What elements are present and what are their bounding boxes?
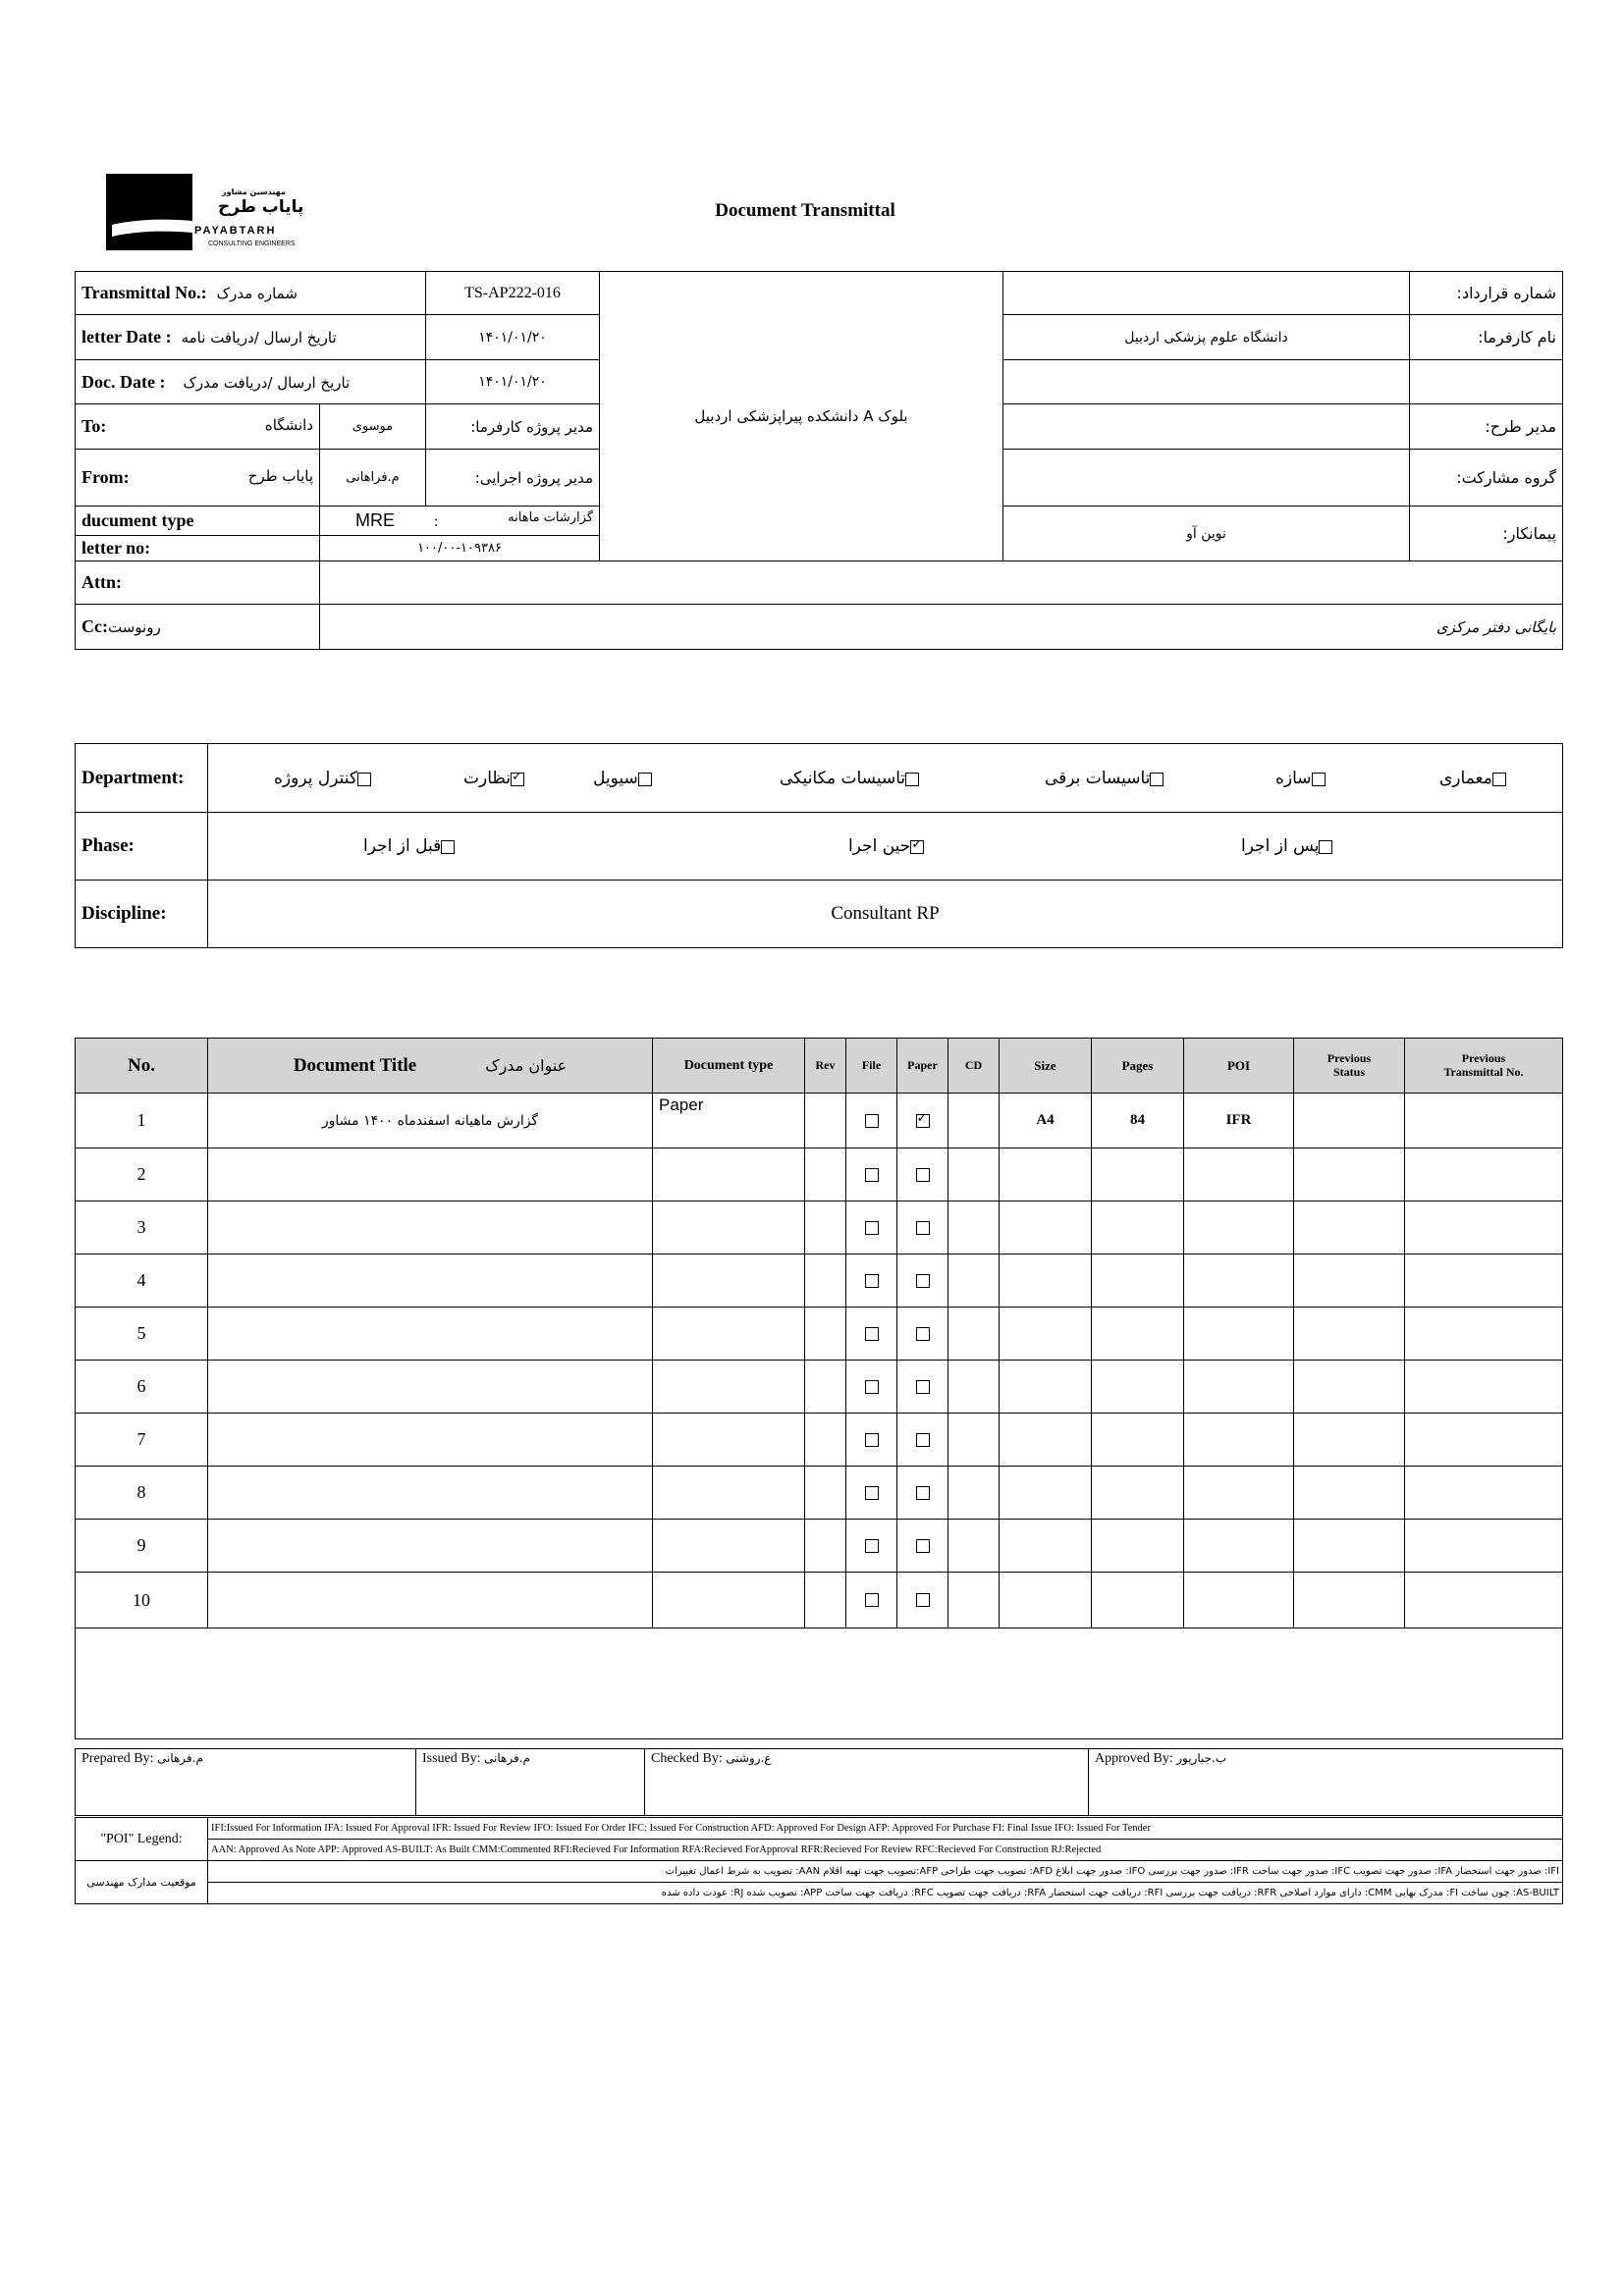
row-pages	[1092, 1308, 1184, 1361]
row-pages	[1092, 1467, 1184, 1520]
discipline-value: Consultant RP	[208, 881, 1563, 948]
row-no: 3	[76, 1201, 208, 1255]
logo-fa-name: پایاب طرح	[218, 197, 304, 217]
row-paper-cell	[897, 1094, 948, 1148]
logo-fa-top: مهندسین مشاور	[222, 187, 286, 196]
row-rev	[805, 1573, 846, 1629]
row-file-cell	[846, 1361, 897, 1414]
row-rev	[805, 1308, 846, 1361]
doc-type-value: MRE	[355, 510, 395, 530]
company-logo	[106, 174, 312, 254]
row-title	[208, 1201, 653, 1255]
dept-supervision-checkbox[interactable]	[511, 773, 524, 786]
row-rev	[805, 1148, 846, 1201]
col-rev: Rev	[805, 1039, 846, 1094]
row-cd	[948, 1094, 1000, 1148]
legend-table	[75, 1817, 1563, 1904]
row-prev-transmittal	[1405, 1573, 1563, 1629]
from-cell	[76, 450, 320, 507]
phase-options	[208, 813, 1563, 881]
dept-mechanical-checkbox[interactable]	[905, 773, 919, 786]
phase-during-checkbox[interactable]	[910, 840, 924, 854]
col-prev-status: Previous Status	[1294, 1039, 1405, 1094]
row-size	[1000, 1361, 1092, 1414]
row-title	[208, 1361, 653, 1414]
page-title: Document Transmittal	[715, 200, 895, 221]
row-pages	[1092, 1361, 1184, 1414]
row-paper-cell	[897, 1308, 948, 1361]
row-paper-cell	[897, 1520, 948, 1573]
row-file-checkbox[interactable]	[865, 1114, 879, 1128]
dept-mechanical[interactable]: تاسیسات مکانیکی	[768, 769, 919, 788]
dept-structure[interactable]: سازه	[1264, 769, 1326, 788]
row-prev-transmittal	[1405, 1201, 1563, 1255]
row-title	[208, 1520, 653, 1573]
row-doc-type	[653, 1255, 805, 1308]
table-row	[76, 1573, 1563, 1629]
row-cd	[948, 1361, 1000, 1414]
row-no: 1	[76, 1094, 208, 1148]
row-size	[1000, 1255, 1092, 1308]
table-row	[76, 1148, 1563, 1201]
row-prev-status	[1294, 1414, 1405, 1467]
row-file-checkbox[interactable]	[865, 1327, 879, 1341]
row-prev-transmittal	[1405, 1094, 1563, 1148]
row-file-checkbox[interactable]	[865, 1593, 879, 1607]
row-prev-status	[1294, 1467, 1405, 1520]
phase-after-checkbox[interactable]	[1319, 840, 1332, 854]
dept-structure-checkbox[interactable]	[1312, 773, 1326, 786]
row-paper-checkbox[interactable]	[916, 1274, 930, 1288]
dept-architecture-checkbox[interactable]	[1492, 773, 1506, 786]
row-no: 10	[76, 1573, 208, 1629]
row-paper-checkbox[interactable]	[916, 1114, 930, 1128]
row-cd	[948, 1573, 1000, 1629]
phase-before-checkbox[interactable]	[441, 840, 455, 854]
row-doc-type	[653, 1148, 805, 1201]
table-row	[76, 1308, 1563, 1361]
row-prev-status	[1294, 1308, 1405, 1361]
letter-no-value: ۱۰۰/۰۰-۱۰۹۳۸۶	[320, 536, 600, 561]
contractor-value: نوین آو	[1003, 507, 1410, 561]
approved-by: Approved By: ب.جبارپور	[1089, 1749, 1563, 1816]
doc-type-desc: گزارشات ماهانه	[508, 510, 594, 525]
remarks-area	[76, 1629, 1563, 1739]
row-size	[1000, 1414, 1092, 1467]
row-poi	[1184, 1201, 1294, 1255]
row-paper-checkbox[interactable]	[916, 1327, 930, 1341]
row-no: 4	[76, 1255, 208, 1308]
row-cd	[948, 1520, 1000, 1573]
row-size	[1000, 1467, 1092, 1520]
from-label: From:	[81, 467, 130, 487]
row-rev	[805, 1094, 846, 1148]
header-table	[75, 271, 1563, 650]
cc-label: Cc:رونوست	[76, 605, 320, 650]
to-label: To:	[81, 416, 107, 436]
row-cd	[948, 1148, 1000, 1201]
row-pages	[1092, 1148, 1184, 1201]
doc-date-value: ۱۴۰۱/۰۱/۲۰	[426, 360, 600, 404]
prepared-by: Prepared By: م.فرهانی	[76, 1749, 416, 1816]
row-file-cell	[846, 1520, 897, 1573]
phase-during[interactable]: حین اجرا✓	[837, 836, 924, 856]
row-rev	[805, 1467, 846, 1520]
row-file-cell	[846, 1201, 897, 1255]
row-size	[1000, 1308, 1092, 1361]
doc-date-label: Doc. Date : تاریخ ارسال /دریافت مدرک	[76, 360, 426, 404]
table-row	[76, 1414, 1563, 1467]
doc-type-label: ducument type	[76, 507, 320, 536]
row-no: 5	[76, 1308, 208, 1361]
col-file: File	[846, 1039, 897, 1094]
row-title	[208, 1308, 653, 1361]
from-role: مدیر پروژه اجرایی:	[426, 450, 600, 507]
row-poi	[1184, 1361, 1294, 1414]
employer-label: نام کارفرما:	[1410, 315, 1563, 360]
row-paper-cell	[897, 1414, 948, 1467]
row-prev-transmittal	[1405, 1308, 1563, 1361]
row-pages	[1092, 1520, 1184, 1573]
row-file-checkbox[interactable]	[865, 1274, 879, 1288]
table-row	[76, 1201, 1563, 1255]
legend-line-1: IFI:Issued For Information IFA: Issued For Approval IFR: Issued For Review IFO: Issued For Order IFC: Issued For Construction AFD: Approved For Design AFP: Approved For Purchase FI: Final Issue IFO: Issued For Tender	[208, 1818, 1563, 1840]
row-file-cell	[846, 1148, 897, 1201]
signatures-table	[75, 1748, 1563, 1816]
row-file-checkbox[interactable]	[865, 1380, 879, 1394]
row-prev-status	[1294, 1255, 1405, 1308]
row-cd	[948, 1201, 1000, 1255]
row-file-cell	[846, 1094, 897, 1148]
design-manager-label: مدیر طرح:	[1410, 404, 1563, 450]
row-size	[1000, 1148, 1092, 1201]
row-file-checkbox[interactable]	[865, 1221, 879, 1235]
row-size	[1000, 1520, 1092, 1573]
from-person: م.فراهانی	[320, 450, 426, 507]
row-paper-checkbox[interactable]	[916, 1433, 930, 1447]
transmittal-no-label: Transmittal No.: شماره مدرک	[76, 272, 426, 315]
cc-value: بایگانی دفتر مرکزی	[320, 605, 1563, 650]
row-title	[208, 1148, 653, 1201]
design-manager-value	[1003, 404, 1410, 450]
phase-after[interactable]: پس از اجرا	[1229, 836, 1332, 856]
row-paper-cell	[897, 1201, 948, 1255]
row-prev-status	[1294, 1148, 1405, 1201]
row-file-checkbox[interactable]	[865, 1168, 879, 1182]
row-title: گزارش ماهیانه اسفندماه ۱۴۰۰ مشاور	[208, 1094, 653, 1148]
col-pages: Pages	[1092, 1039, 1184, 1094]
col-poi: POI	[1184, 1039, 1294, 1094]
blank-label-cell	[1410, 360, 1563, 404]
classification-table	[75, 743, 1563, 948]
blank-cell	[1003, 360, 1410, 404]
poi-legend-label: "POI" Legend:	[76, 1818, 208, 1861]
row-cd	[948, 1308, 1000, 1361]
to-cell	[76, 404, 320, 450]
row-poi	[1184, 1255, 1294, 1308]
issued-by: Issued By: م.فرهانی	[416, 1749, 645, 1816]
doc-type-cell	[320, 507, 600, 536]
row-prev-status	[1294, 1520, 1405, 1573]
row-prev-transmittal	[1405, 1148, 1563, 1201]
row-title	[208, 1573, 653, 1629]
row-poi	[1184, 1148, 1294, 1201]
attn-label: Attn:	[76, 561, 320, 605]
row-paper-checkbox[interactable]	[916, 1539, 930, 1553]
row-cd	[948, 1467, 1000, 1520]
row-rev	[805, 1255, 846, 1308]
dept-electrical[interactable]: تاسیسات برقی	[1033, 769, 1164, 788]
contract-no-value	[1003, 272, 1410, 315]
row-prev-status	[1294, 1361, 1405, 1414]
dept-civil[interactable]: سیویل	[581, 769, 652, 788]
row-no: 8	[76, 1467, 208, 1520]
row-paper-checkbox[interactable]	[916, 1593, 930, 1607]
row-title	[208, 1467, 653, 1520]
to-person: موسوی	[320, 404, 426, 450]
row-paper-checkbox[interactable]	[916, 1380, 930, 1394]
row-title	[208, 1255, 653, 1308]
table-row	[76, 1520, 1563, 1573]
row-pages	[1092, 1201, 1184, 1255]
col-prev-transmittal: Previous Transmittal No.	[1405, 1039, 1563, 1094]
row-prev-transmittal	[1405, 1467, 1563, 1520]
row-size	[1000, 1201, 1092, 1255]
row-prev-transmittal	[1405, 1414, 1563, 1467]
col-doc-type: Document type	[653, 1039, 805, 1094]
row-no: 9	[76, 1520, 208, 1573]
letter-date-value: ۱۴۰۱/۰۱/۲۰	[426, 315, 600, 360]
row-poi: IFR	[1184, 1094, 1294, 1148]
doc-type-colon: :	[434, 513, 439, 530]
row-no: 6	[76, 1361, 208, 1414]
row-paper-checkbox[interactable]	[916, 1221, 930, 1235]
row-no: 2	[76, 1148, 208, 1201]
partnership-value	[1003, 450, 1410, 507]
status-legend-label: موقعیت مدارک مهندسی	[76, 1861, 208, 1904]
dept-architecture[interactable]: معماری	[1428, 769, 1506, 788]
dept-supervision[interactable]: نظارت✓	[452, 769, 524, 788]
row-rev	[805, 1361, 846, 1414]
dept-civil-checkbox[interactable]	[638, 773, 652, 786]
row-file-checkbox[interactable]	[865, 1433, 879, 1447]
table-row	[76, 1094, 1563, 1148]
row-rev	[805, 1414, 846, 1467]
row-prev-transmittal	[1405, 1520, 1563, 1573]
col-size: Size	[1000, 1039, 1092, 1094]
row-file-cell	[846, 1414, 897, 1467]
row-doc-type	[653, 1414, 805, 1467]
dept-project-control-checkbox[interactable]	[357, 773, 371, 786]
discipline-label: Discipline:	[76, 881, 208, 948]
logo-en-name: PAYABTARH	[194, 225, 277, 237]
table-row	[76, 1361, 1563, 1414]
attn-value	[320, 561, 1563, 605]
row-doc-type	[653, 1201, 805, 1255]
table-row	[76, 1255, 1563, 1308]
row-prev-status	[1294, 1094, 1405, 1148]
row-file-cell	[846, 1573, 897, 1629]
row-rev	[805, 1520, 846, 1573]
row-prev-status	[1294, 1201, 1405, 1255]
row-prev-status	[1294, 1573, 1405, 1629]
row-paper-checkbox[interactable]	[916, 1486, 930, 1500]
row-pages: 84	[1092, 1094, 1184, 1148]
col-title: Document Title عنوان مدرک	[208, 1039, 653, 1094]
row-pages	[1092, 1573, 1184, 1629]
transmittal-no-value: TS-AP222-016	[426, 272, 600, 315]
row-file-cell	[846, 1467, 897, 1520]
row-cd	[948, 1414, 1000, 1467]
phase-label: Phase:	[76, 813, 208, 881]
row-doc-type	[653, 1361, 805, 1414]
row-paper-cell	[897, 1361, 948, 1414]
legend-line-4: AS-BUILT: چون ساخت FI: مدرک نهایی CMM: دارای موارد اصلاحی RFR: دریافت جهت بررسی RFI: دریافت جهت استحضار RFA: دریافت جهت تصویب RFC: دریافت جهت ساخت APP: تصویب شده RJ: عودت داده شده	[208, 1883, 1563, 1904]
row-prev-transmittal	[1405, 1361, 1563, 1414]
row-paper-cell	[897, 1148, 948, 1201]
row-poi	[1184, 1308, 1294, 1361]
row-prev-transmittal	[1405, 1255, 1563, 1308]
row-rev	[805, 1201, 846, 1255]
row-poi	[1184, 1520, 1294, 1573]
row-pages	[1092, 1255, 1184, 1308]
row-poi	[1184, 1414, 1294, 1467]
row-file-checkbox[interactable]	[865, 1486, 879, 1500]
letter-no-label: letter no:	[76, 536, 320, 561]
row-doc-type: Paper	[653, 1094, 805, 1148]
row-poi	[1184, 1467, 1294, 1520]
table-row	[76, 1467, 1563, 1520]
partnership-label: گروه مشارکت:	[1410, 450, 1563, 507]
col-paper: Paper	[897, 1039, 948, 1094]
letter-date-label: letter Date : تاریخ ارسال /دریافت نامه	[76, 315, 426, 360]
contractor-label: پیمانکار:	[1410, 507, 1563, 561]
row-paper-cell	[897, 1573, 948, 1629]
col-cd: CD	[948, 1039, 1000, 1094]
phase-before[interactable]: قبل از اجرا	[352, 836, 455, 856]
project-name: بلوک A دانشکده پیراپزشکی اردبیل	[600, 272, 1003, 561]
department-label: Department:	[76, 744, 208, 813]
row-doc-type	[653, 1520, 805, 1573]
dept-electrical-checkbox[interactable]	[1150, 773, 1164, 786]
row-title	[208, 1414, 653, 1467]
row-file-cell	[846, 1255, 897, 1308]
col-no: No.	[76, 1039, 208, 1094]
row-file-cell	[846, 1308, 897, 1361]
row-paper-cell	[897, 1467, 948, 1520]
contract-no-label: شماره قرارداد:	[1410, 272, 1563, 315]
row-size	[1000, 1573, 1092, 1629]
row-doc-type	[653, 1308, 805, 1361]
employer-value: دانشگاه علوم پزشکی اردبیل	[1003, 315, 1410, 360]
to-value: دانشگاه	[264, 416, 313, 434]
checked-by: Checked By: ع.روشنی	[645, 1749, 1089, 1816]
logo-mark-icon	[106, 174, 192, 250]
to-role: مدیر پروژه کارفرما:	[426, 404, 600, 450]
legend-line-3: IFI: صدور جهت استحضار IFA: صدور جهت تصویب IFC: صدور جهت ساخت IFR: صدور جهت بررسی IFO: صدور جهت ابلاغ AFD: تصویب جهت طراحی AFP:تصویب جهت تهیه اقلام AAN: تصویب به شرط اعمال تغییرات	[208, 1861, 1563, 1883]
dept-project-control[interactable]: کنترل پروژه	[262, 769, 371, 788]
row-cd	[948, 1255, 1000, 1308]
documents-table	[75, 1038, 1563, 1739]
row-paper-cell	[897, 1255, 948, 1308]
row-paper-checkbox[interactable]	[916, 1168, 930, 1182]
row-no: 7	[76, 1414, 208, 1467]
logo-en-sub: CONSULTING ENGINEERS	[208, 240, 296, 247]
row-poi	[1184, 1573, 1294, 1629]
row-file-checkbox[interactable]	[865, 1539, 879, 1553]
row-size: A4	[1000, 1094, 1092, 1148]
from-value: پایاب طرح	[247, 467, 313, 485]
department-options	[208, 744, 1563, 813]
legend-line-2: AAN: Approved As Note APP: Approved AS-BUILT: As Built CMM:Commented RFI:Recieved For Information RFA:Recieved ForApproval RFR:Recieved For Review RFC:Recieved For Construction RJ:Rejected	[208, 1840, 1563, 1861]
row-doc-type	[653, 1573, 805, 1629]
row-doc-type	[653, 1467, 805, 1520]
row-pages	[1092, 1414, 1184, 1467]
